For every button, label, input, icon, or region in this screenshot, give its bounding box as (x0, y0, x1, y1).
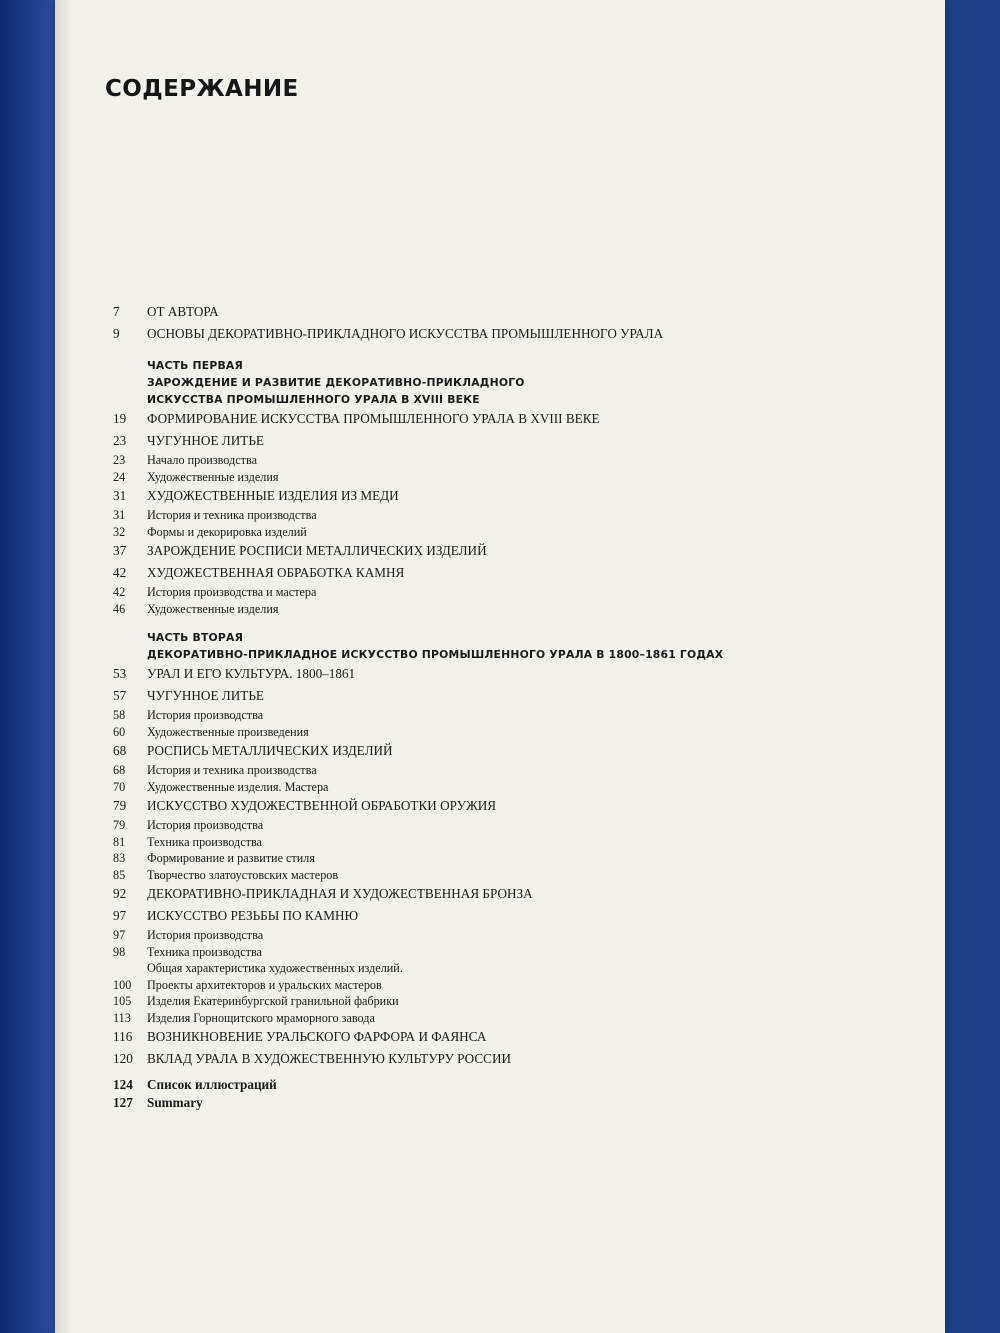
toc-page-number: 68 (113, 743, 127, 758)
toc-subentry (113, 834, 793, 851)
toc-entry (113, 883, 793, 905)
toc-part-heading (113, 357, 793, 374)
toc-entry (113, 905, 793, 927)
toc-page-number: 32 (113, 524, 126, 539)
toc-page-number: 97 (113, 908, 127, 923)
toc-spacer (113, 617, 793, 629)
toc-page-number: 81 (113, 834, 126, 849)
toc-entry-title: Художественные изделия. Мастера (147, 779, 329, 794)
toc-entry (113, 663, 793, 685)
toc-subentry (113, 584, 793, 601)
toc-page-number: 79 (113, 798, 127, 813)
toc-part-heading (113, 391, 793, 408)
toc-subentry (113, 452, 793, 469)
toc-entry-title: Summary (147, 1095, 203, 1110)
toc-entry-title: ХУДОЖЕСТВЕННАЯ ОБРАБОТКА КАМНЯ (147, 565, 405, 580)
toc-entry-title: Техника производства (147, 944, 262, 959)
toc-entry-title: Художественные изделия (147, 601, 279, 616)
toc-entry-title: ЧУГУННОЕ ЛИТЬЕ (147, 433, 264, 448)
toc-page-number: 127 (113, 1095, 133, 1110)
toc-entry (113, 685, 793, 707)
toc-subentry (113, 927, 793, 944)
toc-entry-title: ЧУГУННОЕ ЛИТЬЕ (147, 688, 264, 703)
toc-page-number: 79 (113, 818, 126, 832)
toc-entry-title: История производства и мастера (147, 585, 317, 599)
toc-spacer (113, 345, 793, 357)
toc-entry-title: ИСКУССТВО ХУДОЖЕСТВЕННОЙ ОБРАБОТКИ ОРУЖИЯ (147, 798, 497, 813)
toc-entry-title: История и техника производства (147, 763, 317, 777)
toc-entry-title: Формы и декорировка изделий (147, 524, 307, 539)
toc-entry (113, 562, 793, 584)
toc-entry-title: ХУДОЖЕСТВЕННЫЕ ИЗДЕЛИЯ ИЗ МЕДИ (147, 488, 399, 503)
toc-page-number: 46 (113, 601, 126, 616)
toc-entry-title: История производства (147, 928, 264, 942)
toc-entry-title: Творчество златоустовских мастеров (147, 867, 339, 882)
toc-subentry (113, 707, 793, 724)
toc-entry-title: ЗАРОЖДЕНИЕ И РАЗВИТИЕ ДЕКОРАТИВНО-ПРИКЛАДНОГО (147, 376, 525, 389)
toc-page-number: 23 (113, 433, 127, 448)
toc-entry-title: ИСКУССТВО РЕЗЬБЫ ПО КАМНЮ (147, 908, 359, 923)
toc-page-number: 23 (113, 453, 126, 467)
toc-subentry (113, 1010, 793, 1027)
toc-entry-title: Техника производства (147, 834, 262, 849)
toc-page-number: 68 (113, 763, 126, 777)
toc-entry-title: ОСНОВЫ ДЕКОРАТИВНО-ПРИКЛАДНОГО ИСКУССТВА ПРОМЫШЛЕННОГО УРАЛА (147, 326, 664, 341)
toc-page-number: 116 (113, 1029, 133, 1044)
toc-page-number: 100 (113, 977, 132, 992)
toc-page-number: 97 (113, 928, 126, 942)
toc-page-number: 85 (113, 867, 126, 882)
toc-page-number: 24 (113, 469, 126, 484)
toc-entry-title: ИСКУССТВА ПРОМЫШЛЕННОГО УРАЛА В XVIII ВЕКЕ (147, 393, 480, 406)
toc-subentry (113, 817, 793, 834)
toc-entry-title: Список иллюстраций (147, 1077, 277, 1092)
toc-entry-title: История и техника производства (147, 508, 317, 522)
toc-entry-title: Начало производства (147, 453, 257, 467)
toc-entry-title: История производства (147, 708, 264, 722)
toc-page-number: 31 (113, 488, 127, 503)
toc-entry (113, 1076, 793, 1094)
toc-page-number: 60 (113, 724, 126, 739)
toc-page-number: 113 (113, 1010, 131, 1025)
toc-subentry (113, 867, 793, 884)
toc-page-number: 53 (113, 666, 127, 681)
toc-page-number: 83 (113, 851, 126, 865)
toc-entry-title: Изделия Горнощитского мраморного завода (147, 1010, 375, 1025)
toc-entry-title: Художественные изделия (147, 469, 279, 484)
toc-entry (113, 540, 793, 562)
toc-entry-title: РОСПИСЬ МЕТАЛЛИЧЕСКИХ ИЗДЕЛИЙ (147, 743, 393, 758)
toc-subentry (113, 601, 793, 618)
toc-entry-title: Проекты архитекторов и уральских мастеров (147, 977, 382, 992)
toc-entry (113, 323, 793, 345)
toc-page-number: 42 (113, 585, 126, 599)
toc-entry (113, 408, 793, 430)
toc-entry-title: ОТ АВТОРА (147, 304, 219, 319)
toc-page-number: 42 (113, 565, 127, 580)
toc-entry-title: ЧАСТЬ ВТОРАЯ (147, 631, 244, 644)
toc-subentry (113, 779, 793, 796)
table-of-contents (113, 301, 793, 1112)
toc-page-number: 70 (113, 779, 126, 794)
toc-page-number: 31 (113, 508, 126, 522)
toc-subentry (113, 960, 793, 977)
toc-entry (113, 795, 793, 817)
toc-entry-title: ЗАРОЖДЕНИЕ РОСПИСИ МЕТАЛЛИЧЕСКИХ ИЗДЕЛИЙ (147, 543, 487, 558)
toc-page-number: 92 (113, 886, 127, 901)
toc-entry-title: Общая характеристика художественных изделий. (147, 961, 403, 975)
toc-entry (113, 430, 793, 452)
toc-entry (113, 740, 793, 762)
toc-subentry (113, 977, 793, 994)
toc-page-number: 124 (113, 1077, 133, 1092)
toc-entry-title: ФОРМИРОВАНИЕ ИСКУССТВА ПРОМЫШЛЕННОГО УРАЛА В XVIII ВЕКЕ (147, 411, 600, 426)
toc-page-number: 105 (113, 994, 132, 1008)
toc-subentry (113, 944, 793, 961)
toc-subentry (113, 762, 793, 779)
toc-entry (113, 1026, 793, 1048)
toc-entry-title: История производства (147, 818, 264, 832)
toc-entry (113, 301, 793, 323)
toc-part-heading (113, 374, 793, 391)
toc-part-heading (113, 646, 793, 663)
toc-part-heading (113, 629, 793, 646)
toc-entry-title: ВКЛАД УРАЛА В ХУДОЖЕСТВЕННУЮ КУЛЬТУРУ РОССИИ (147, 1051, 511, 1066)
toc-subentry (113, 507, 793, 524)
toc-page-number: 7 (113, 304, 120, 319)
toc-page-number: 19 (113, 411, 127, 426)
toc-subentry (113, 993, 793, 1010)
toc-entry-title: ЧАСТЬ ПЕРВАЯ (147, 359, 243, 372)
toc-entry-title: УРАЛ И ЕГО КУЛЬТУРА. 1800–1861 (147, 666, 356, 681)
toc-page-number: 57 (113, 688, 127, 703)
book-page (55, 0, 945, 1333)
toc-entry-title: Изделия Екатеринбургской гранильной фабрики (147, 994, 399, 1008)
toc-entry-title: Формирование и развитие стиля (147, 851, 315, 865)
toc-page-number: 9 (113, 326, 120, 341)
toc-entry-title: ВОЗНИКНОВЕНИЕ УРАЛЬСКОГО ФАРФОРА И ФАЯНСА (147, 1029, 487, 1044)
toc-entry-title: ДЕКОРАТИВНО-ПРИКЛАДНАЯ И ХУДОЖЕСТВЕННАЯ БРОНЗА (147, 886, 533, 901)
toc-page-number: 120 (113, 1051, 133, 1066)
toc-subentry (113, 524, 793, 541)
toc-entry (113, 1048, 793, 1070)
toc-page-number: 58 (113, 708, 126, 722)
toc-entry-title: Художественные произведения (147, 724, 309, 739)
toc-entry (113, 1094, 793, 1112)
toc-subentry (113, 469, 793, 486)
toc-entry (113, 485, 793, 507)
toc-subentry (113, 850, 793, 867)
toc-page-number: 98 (113, 944, 126, 959)
toc-subentry (113, 724, 793, 741)
toc-entry-title: ДЕКОРАТИВНО-ПРИКЛАДНОЕ ИСКУССТВО ПРОМЫШЛЕННОГО УРАЛА В 1800–1861 ГОДАХ (147, 648, 724, 661)
page-title: СОДЕРЖАНИЕ (105, 76, 299, 102)
toc-page-number: 37 (113, 543, 127, 558)
